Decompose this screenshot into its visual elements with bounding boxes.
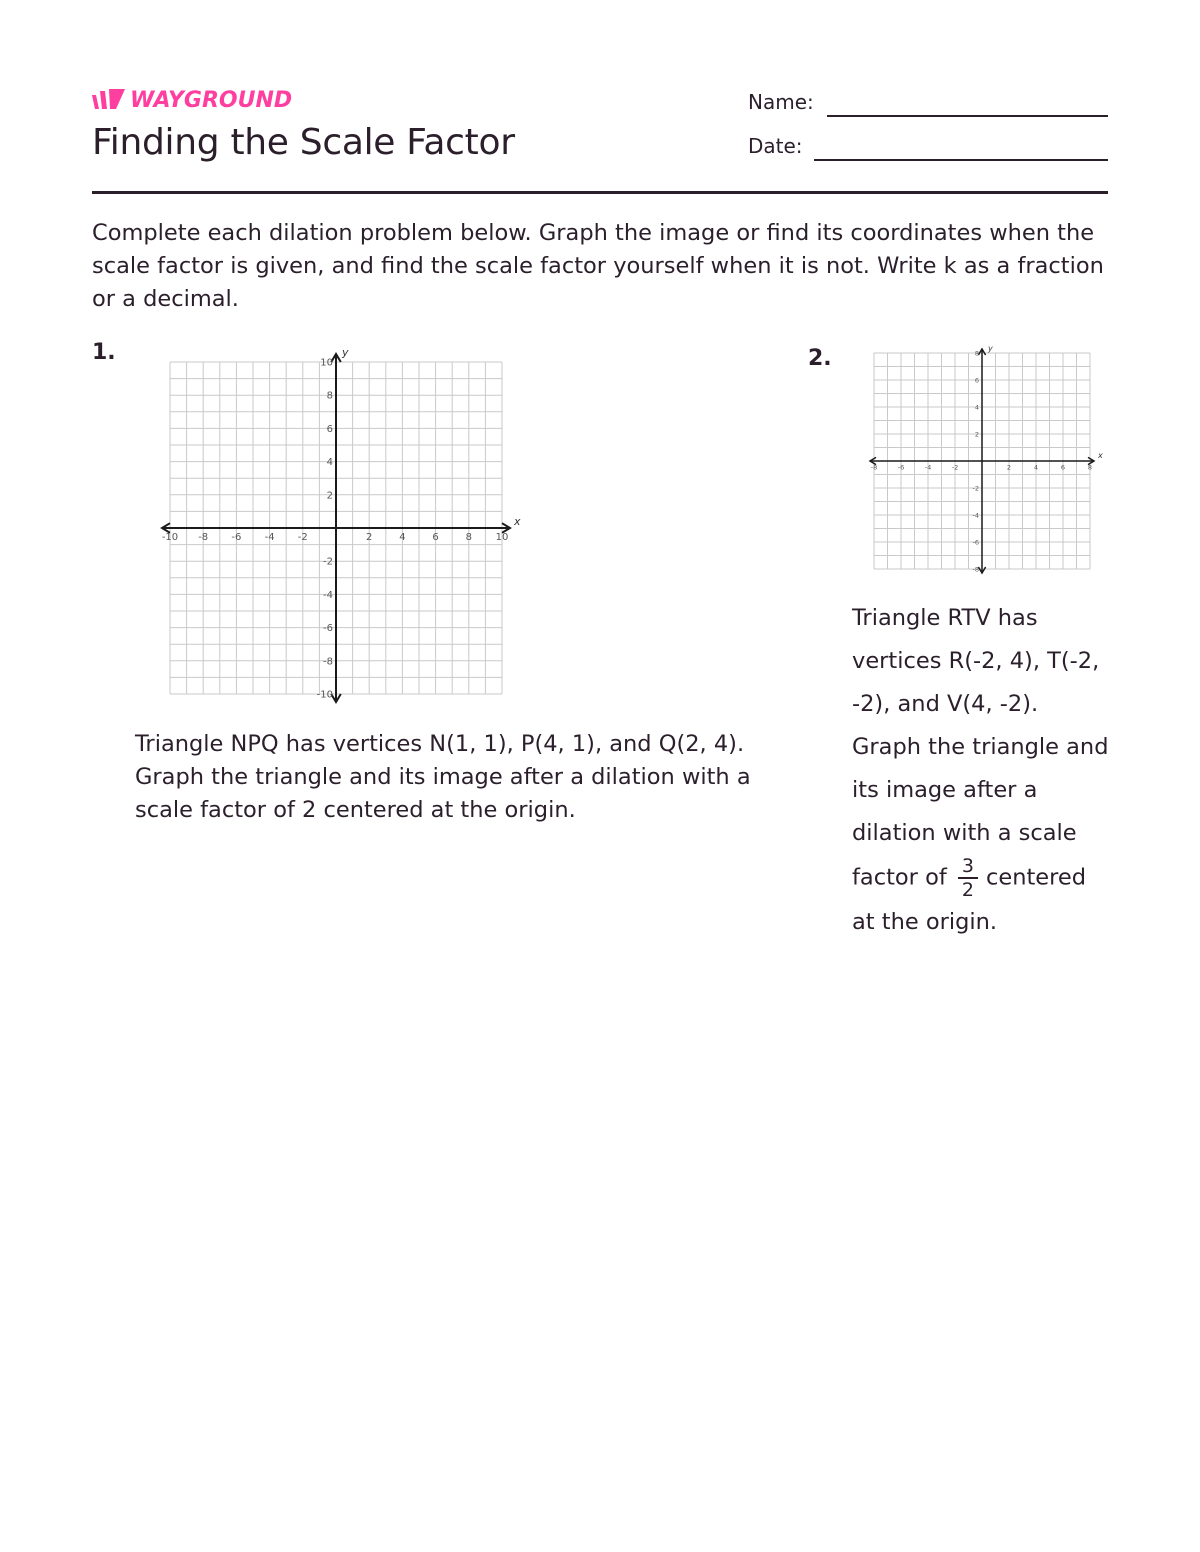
y-tick-label: 2: [974, 430, 979, 439]
instructions: Complete each dilation problem below. Graph the image or find its coordinates when the scale factor is given, and find the scale factor yourself when it is not. Write k as a fraction or a decimal.: [92, 220, 1104, 312]
x-tick-label: 4: [1033, 463, 1039, 472]
wayground-logo-icon: [92, 89, 126, 111]
name-label: Name:: [748, 90, 814, 114]
y-tick-label: -4: [323, 589, 333, 601]
problem-1-text: Triangle NPQ has vertices N(1, 1), P(4, 1), and Q(2, 4). Graph the triangle and its image after a dilation with a scale factor of 2 centered at the origin.: [135, 731, 751, 823]
y-tick-label: -6: [323, 623, 333, 635]
problem-2-coordinate-grid[interactable]: [864, 338, 1108, 576]
problem-2-text-after: centered at the origin.: [852, 864, 1087, 935]
x-tick-label: 6: [1060, 463, 1066, 472]
y-tick-label: -8: [323, 656, 333, 668]
fraction-denominator: 2: [961, 879, 975, 901]
problem-1-number: 1.: [92, 340, 116, 365]
x-tick-label: -6: [897, 463, 905, 472]
y-tick-label: 6: [974, 376, 979, 385]
y-tick-label: 4: [326, 457, 333, 469]
scale-factor-fraction: [958, 855, 978, 901]
y-tick-label: 8: [326, 390, 333, 402]
y-tick-label: -6: [972, 538, 979, 547]
y-tick-label: -2: [972, 484, 979, 493]
x-tick-label: 8: [465, 532, 472, 543]
problem-2-text: [852, 597, 1112, 944]
x-tick-label: -2: [951, 463, 959, 472]
header-divider: [92, 191, 1108, 194]
x-tick-label: 4: [399, 532, 406, 543]
x-axis-title: x: [514, 515, 521, 528]
x-tick-label: -2: [297, 532, 308, 543]
date-field[interactable]: [814, 159, 1108, 161]
x-tick-label: -6: [231, 532, 242, 543]
problem-2-text-before: Triangle RTV has vertices R(-2, 4), T(-2, -2), and V(4, -2). Graph the triangle and its image after a dilation with a scale factor of: [852, 605, 1109, 891]
y-tick-label: 6: [326, 423, 333, 435]
x-tick-label: -8: [198, 532, 209, 543]
page-title: Finding the Scale Factor: [92, 122, 515, 163]
y-tick-label: -4: [972, 511, 979, 520]
problem-2-number: 2.: [808, 346, 832, 371]
x-tick-label: -8: [870, 463, 878, 472]
y-tick-label: -2: [323, 556, 333, 568]
y-axis-title: y: [988, 344, 993, 353]
y-tick-label: 10: [320, 357, 333, 369]
problem-1-coordinate-grid[interactable]: [150, 340, 530, 705]
y-tick-label: -10: [316, 689, 333, 701]
fraction-numerator: 3: [958, 855, 978, 879]
y-tick-label: 8: [974, 349, 979, 358]
x-tick-label: 10: [495, 532, 509, 543]
x-tick-label: -4: [924, 463, 932, 472]
x-tick-label: 6: [432, 532, 439, 543]
y-tick-label: 4: [974, 403, 979, 412]
x-tick-label: -4: [264, 532, 275, 543]
brand-name: WAYGROUND: [130, 87, 293, 113]
x-axis-title: x: [1098, 451, 1103, 460]
date-label: Date:: [748, 134, 803, 158]
y-axis-title: y: [342, 346, 349, 359]
brand-logo: [92, 86, 292, 114]
x-tick-label: 2: [366, 532, 373, 543]
y-tick-label: -8: [972, 565, 979, 574]
x-tick-label: 2: [1006, 463, 1012, 472]
y-tick-label: 2: [326, 490, 333, 502]
x-tick-label: 8: [1087, 463, 1093, 472]
x-tick-label: -10: [161, 532, 179, 543]
name-field[interactable]: [827, 115, 1108, 117]
